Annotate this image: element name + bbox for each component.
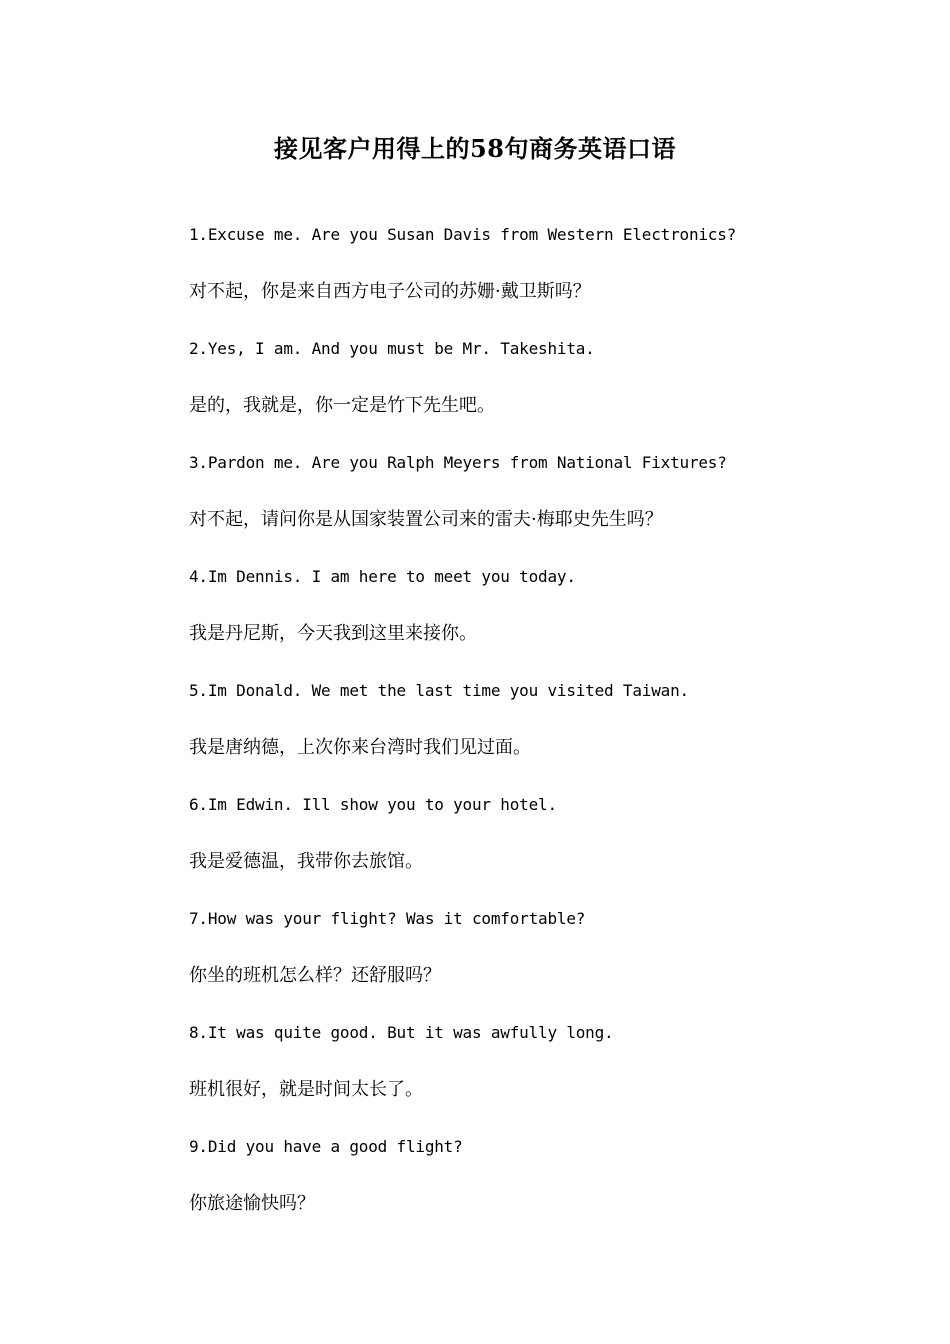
sentence-chinese: 我是唐纳德，上次你来台湾时我们见过面。 [189,737,531,758]
sentence-english: 8.It was quite good. But it was awfully long. [189,1023,614,1042]
document-title: 接见客户用得上的58句商务英语口语 [274,134,676,163]
sentence-chinese: 你坐的班机怎么样？还舒服吗？ [189,965,441,986]
sentence-english: 2.Yes, I am. And you must be Mr. Takeshita. [189,339,595,358]
sentence-chinese: 你旅途愉快吗？ [189,1193,315,1214]
sentence-chinese: 是的，我就是，你一定是竹下先生吧。 [189,395,495,416]
sentence-chinese: 我是爱德温，我带你去旅馆。 [189,851,423,872]
sentence-english: 6.Im Edwin. Ill show you to your hotel. [189,795,557,814]
sentence-english: 9.Did you have a good flight? [189,1137,463,1156]
sentence-chinese: 对不起，你是来自西方电子公司的苏姗·戴卫斯吗？ [189,281,591,302]
sentence-english: 4.Im Dennis. I am here to meet you today. [189,567,576,586]
sentence-english: 3.Pardon me. Are you Ralph Meyers from National Fixtures? [189,453,727,472]
sentence-english: 7.How was your flight? Was it comfortable? [189,909,586,928]
sentence-chinese: 班机很好，就是时间太长了。 [189,1079,423,1100]
sentence-english: 5.Im Donald. We met the last time you visited Taiwan. [189,681,689,700]
sentence-chinese: 对不起，请问你是从国家装置公司来的雷夫·梅耶史先生吗？ [189,509,663,530]
document-body [189,218,909,1244]
sentence-english: 1.Excuse me. Are you Susan Davis from Western Electronics? [189,225,737,244]
sentence-chinese: 我是丹尼斯，今天我到这里来接你。 [189,623,477,644]
